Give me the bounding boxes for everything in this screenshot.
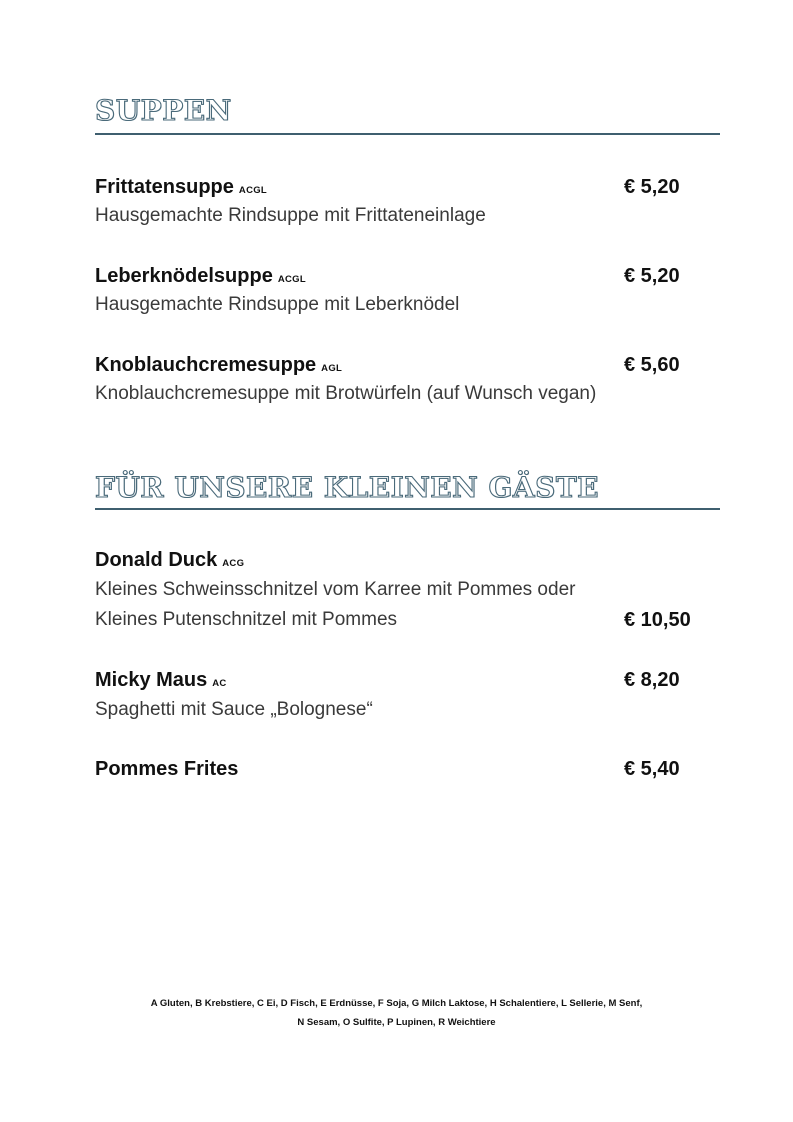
dish-title: Knoblauchcremesuppe bbox=[95, 354, 317, 376]
section-heading-suppen: SUPPEN bbox=[95, 94, 232, 127]
dish-description: Knoblauchcremesuppe mit Brotwürfeln (auf Wunsch vegan) bbox=[95, 383, 597, 404]
allergen-code: ACGL bbox=[238, 185, 268, 196]
section-divider bbox=[95, 133, 720, 135]
allergen-legend-line: N Sesam, O Sulfite, P Lupinen, R Weichtiere bbox=[297, 1017, 496, 1028]
dish-name bbox=[95, 264, 306, 292]
dish-description: Spaghetti mit Sauce „Bolognese“ bbox=[95, 699, 373, 720]
dish-price: € 5,60 bbox=[624, 354, 680, 376]
dish-price: € 10,50 bbox=[624, 609, 691, 631]
dish-name bbox=[95, 175, 267, 203]
section-divider bbox=[95, 508, 720, 510]
dish-name bbox=[95, 548, 244, 576]
dish-name bbox=[95, 668, 227, 696]
dish-title: Leberknödelsuppe bbox=[95, 265, 273, 287]
section-heading-kids: FÜR UNSERE KLEINEN GÄSTE bbox=[95, 471, 600, 504]
allergen-legend-line: A Gluten, B Krebstiere, C Ei, D Fisch, E Erdnüsse, F Soja, G Milch Laktose, H Schalentiere, L Sellerie, M Senf, bbox=[150, 998, 643, 1009]
allergen-code: AGL bbox=[321, 363, 343, 374]
dish-title: Donald Duck bbox=[95, 549, 218, 571]
dish-name bbox=[95, 757, 238, 781]
dish-price: € 8,20 bbox=[624, 669, 680, 691]
dish-title: Frittatensuppe bbox=[95, 176, 234, 198]
dish-description: Hausgemachte Rindsuppe mit Frittateneinlage bbox=[95, 205, 486, 226]
dish-price: € 5,20 bbox=[624, 265, 680, 287]
allergen-code: ACGL bbox=[277, 274, 306, 285]
dish-price: € 5,20 bbox=[624, 176, 680, 198]
allergen-code: AC bbox=[212, 678, 227, 689]
dish-title: Pommes Frites bbox=[95, 758, 239, 780]
dish-description: Kleines Schweinsschnitzel vom Karree mit Pommes oder bbox=[95, 579, 576, 600]
dish-price: € 5,40 bbox=[624, 758, 680, 780]
allergen-code: ACG bbox=[222, 558, 245, 569]
dish-description: Kleines Putenschnitzel mit Pommes bbox=[95, 609, 398, 630]
dish-title: Micky Maus bbox=[95, 669, 208, 691]
dish-description: Hausgemachte Rindsuppe mit Leberknödel bbox=[95, 294, 460, 315]
dish-name bbox=[95, 353, 342, 381]
